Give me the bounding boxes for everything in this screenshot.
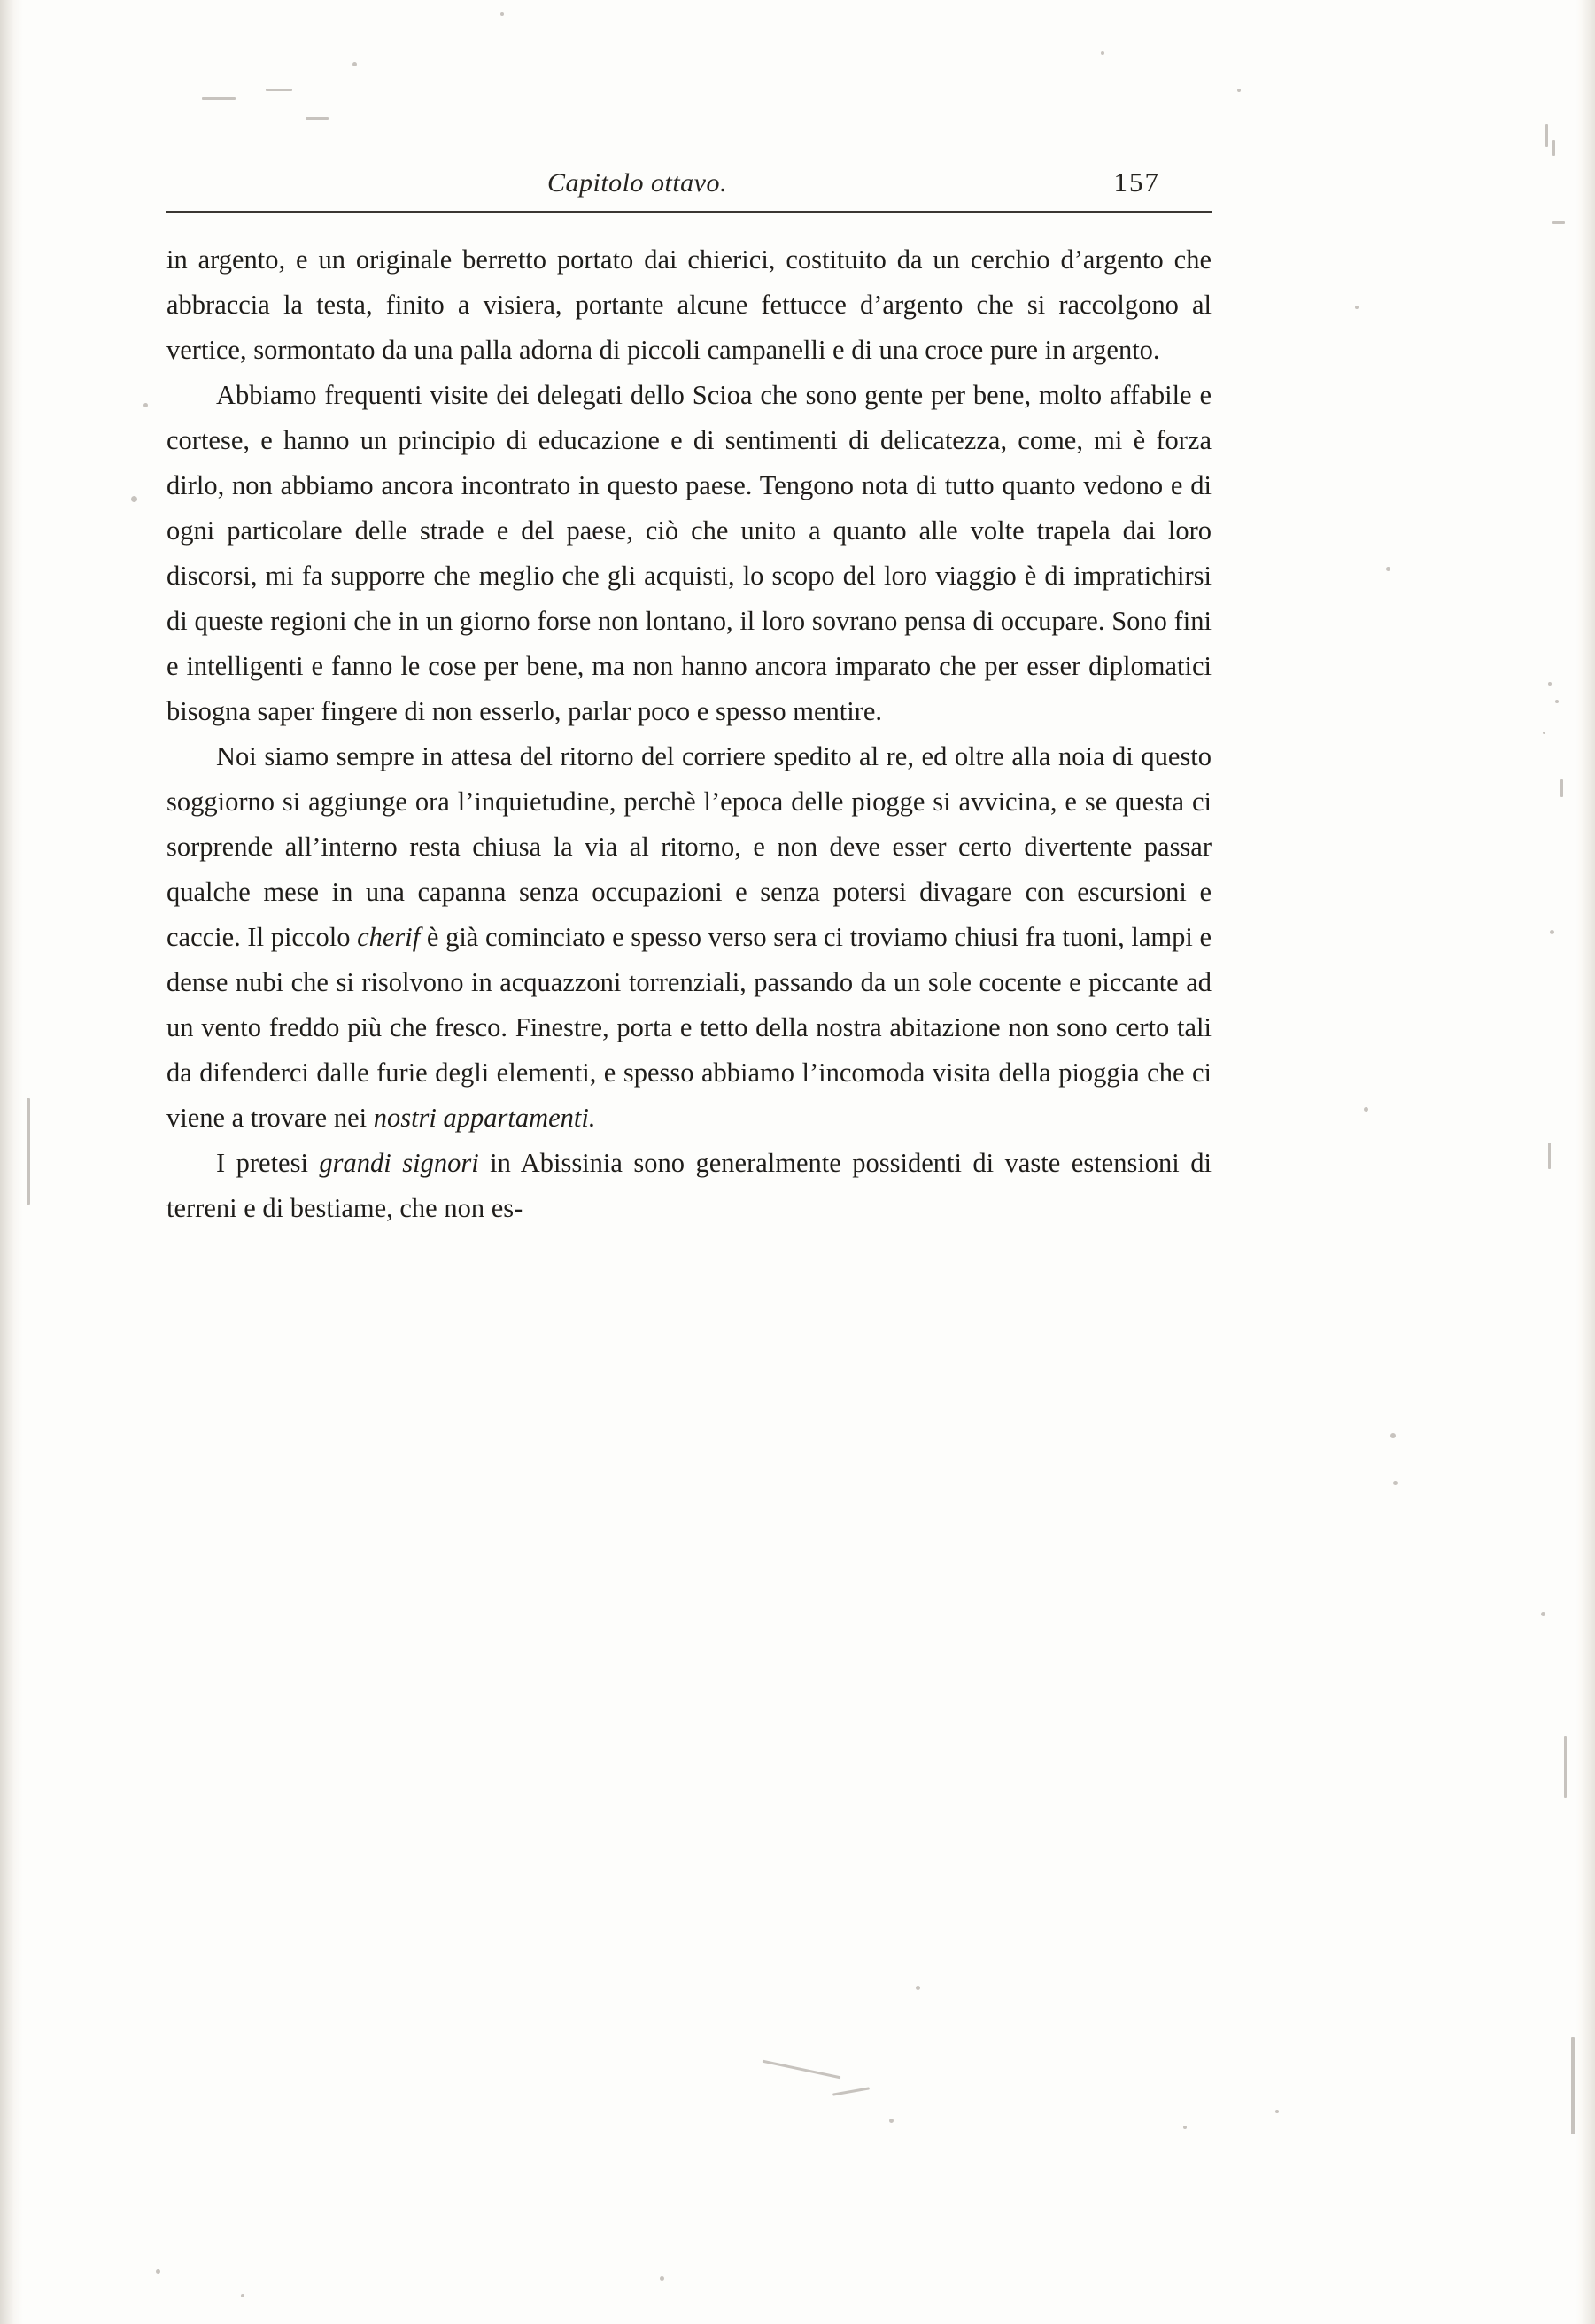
text-run: I pretesi — [216, 1148, 320, 1178]
header-rule — [166, 211, 1212, 213]
italic-run: cherif — [357, 922, 421, 952]
text-run: in Abissinia sono generalmente possidenti di vaste estensioni di terreni e di bestiame, che non es- — [166, 1148, 1212, 1223]
page-right-edge-shadow — [1576, 0, 1595, 2324]
page-header — [166, 159, 1212, 214]
paragraph — [166, 734, 1212, 1141]
text-column — [166, 159, 1212, 1231]
page-number: 157 — [1113, 167, 1160, 198]
page-left-edge-shadow — [0, 0, 23, 2324]
text-run: è già cominciato e spesso verso sera ci troviamo chiusi fra tuoni, lampi e dense nubi che si risolvono in acquazzoni torrenziali, passando da un sole cocente e piccante ad un vento freddo più che fresco. Finestre, porta e tetto della nostra abitazione non sono certo tali da difenderci dalle furie degli elementi, e spesso abbiamo l’incomoda visita della pioggia che ci viene a trovare nei — [166, 922, 1212, 1133]
text-run: Abbiamo frequenti visite dei delegati dello Scioa che sono gente per bene, molto affabile e cortese, e hanno un principio di educazione e di sentimenti di delicatezza, come, mi è forza dirlo, non abbiamo ancora incontrato in questo paese. Tengono nota di tutto quanto vedono e di ogni particolare delle strade e del paese, ciò che unito a quanto alle volte trapela dai loro discorsi, mi fa supporre che meglio che gli acquisti, lo scopo del loro viaggio è di impratichirsi di queste regioni che in un giorno forse non lontano, il loro sovrano pensa di occupare. Sono fini e intelligenti e fanno le cose per bene, ma non hanno ancora imparato che per esser diplomatici bisogna saper fingere di non esserlo, parlar poco e spesso mentire. — [166, 380, 1212, 726]
text-run: Noi siamo sempre in attesa del ritorno del corriere spedito al re, ed oltre alla noia di questo soggiorno si aggiunge ora l’inquietudine, perchè l’epoca delle piogge si avvicina, e se questa ci sorprende all’interno resta chiusa la via al ritorno, e non deve esser certo divertente passar qualche mese in una capanna senza occupazioni e senza potersi divagare con escursioni e caccie. Il piccolo — [166, 741, 1212, 952]
italic-run: grandi signori — [319, 1148, 479, 1178]
text-run: in argento, e un originale berretto portato dai chierici, costituito da un cerchio d’argento che abbraccia la testa, finito a visiera, portante alcune fettucce d’argento che si raccolgono al vertice, sormontato da una palla adorna di piccoli campanelli e di una croce pure in argento. — [166, 244, 1212, 365]
paragraph — [166, 373, 1212, 734]
italic-run: nostri appartamenti. — [373, 1103, 596, 1133]
running-title: Capitolo ottavo. — [547, 168, 727, 198]
body-text — [166, 237, 1212, 1231]
paragraph — [166, 237, 1212, 373]
paragraph — [166, 1141, 1212, 1231]
